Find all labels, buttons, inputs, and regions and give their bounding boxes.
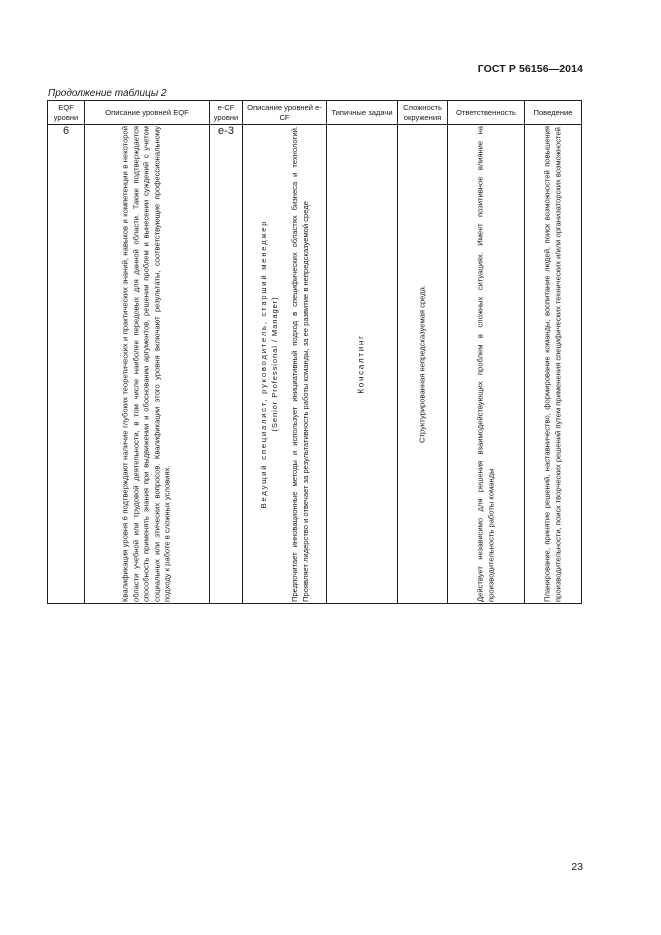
typical-tasks-wrap xyxy=(357,126,368,602)
eqf-description-text: Квалификация уровня 6 подтверждают наличие глубоких теоретических и практических знаний, навыков и компетенции в некоторой области учебной или трудовой деятельности, в том числе наиболее передовых для данной области. Также подтверждается способность применять знания при выдвижении и обосновании аргументов, решении проблем и вынесении суждений с учетом социальных или этических вопросов. Квалификации этого уровня включают результаты, соответствующие профессиональному подходу к работе в сложных условиях. xyxy=(120,126,172,602)
behavior-text: Планирование, принятие решений, наставничество, формирование команды, воспитание людей, поиск возможностей повышения производительности, поиск творческих решений путем применения специфических технических и/или организаторских возможностей xyxy=(542,126,562,602)
header-ecf-levels: e-CF уровни xyxy=(210,101,243,125)
header-typical-tasks: Типичные задачи xyxy=(327,101,398,125)
table-continuation-caption: Продолжение таблицы 2 xyxy=(48,88,167,99)
ecf-title-en: (Senior Professional / Manager) xyxy=(268,296,278,432)
ecf-description-block xyxy=(258,126,310,602)
table-row xyxy=(48,125,582,604)
behavior-cell xyxy=(525,125,582,604)
ecf-title: Ведущий специалист, руководитель, старший менеджер xyxy=(258,219,268,509)
responsibility-text: Действует независимо для решения взаимодействующих проблем в сложных ситуациях. Имеет позитивное влияние на производительность работы команды xyxy=(475,126,495,602)
eqf-level-cell: 6 xyxy=(48,125,85,604)
table-header-row xyxy=(48,101,582,125)
ecf-description-cell xyxy=(243,125,327,604)
page-number: 23 xyxy=(571,861,583,873)
header-eqf-levels: EQF уровни xyxy=(48,101,85,125)
header-ecf-description: Описание уровней e-CF xyxy=(243,101,327,125)
eqf-ecf-table xyxy=(47,100,582,604)
header-responsibility: Ответственность xyxy=(448,101,525,125)
ecf-description-text: Предпочитает инновационные методы и использует инициативный подход в специфических областях бизнеса и технологий. Проявляет лидерство и отвечает за результативность работы команды, за ее развитие в непредсказуемой среде xyxy=(289,126,310,602)
header-eqf-description: Описание уровней EQF xyxy=(85,101,210,125)
ecf-level-cell: e-3 xyxy=(210,125,243,604)
complexity-text: Структурированная непредсказуемая среда. xyxy=(417,285,427,443)
typical-tasks-cell xyxy=(327,125,398,604)
eqf-description-cell xyxy=(85,125,210,604)
complexity-cell xyxy=(398,125,448,604)
header-complexity: Сложность окружения xyxy=(398,101,448,125)
header-behavior: Поведение xyxy=(525,101,582,125)
responsibility-cell xyxy=(448,125,525,604)
standard-code: ГОСТ Р 56156—2014 xyxy=(477,63,583,75)
typical-tasks-text: Консалтинг xyxy=(356,334,366,394)
